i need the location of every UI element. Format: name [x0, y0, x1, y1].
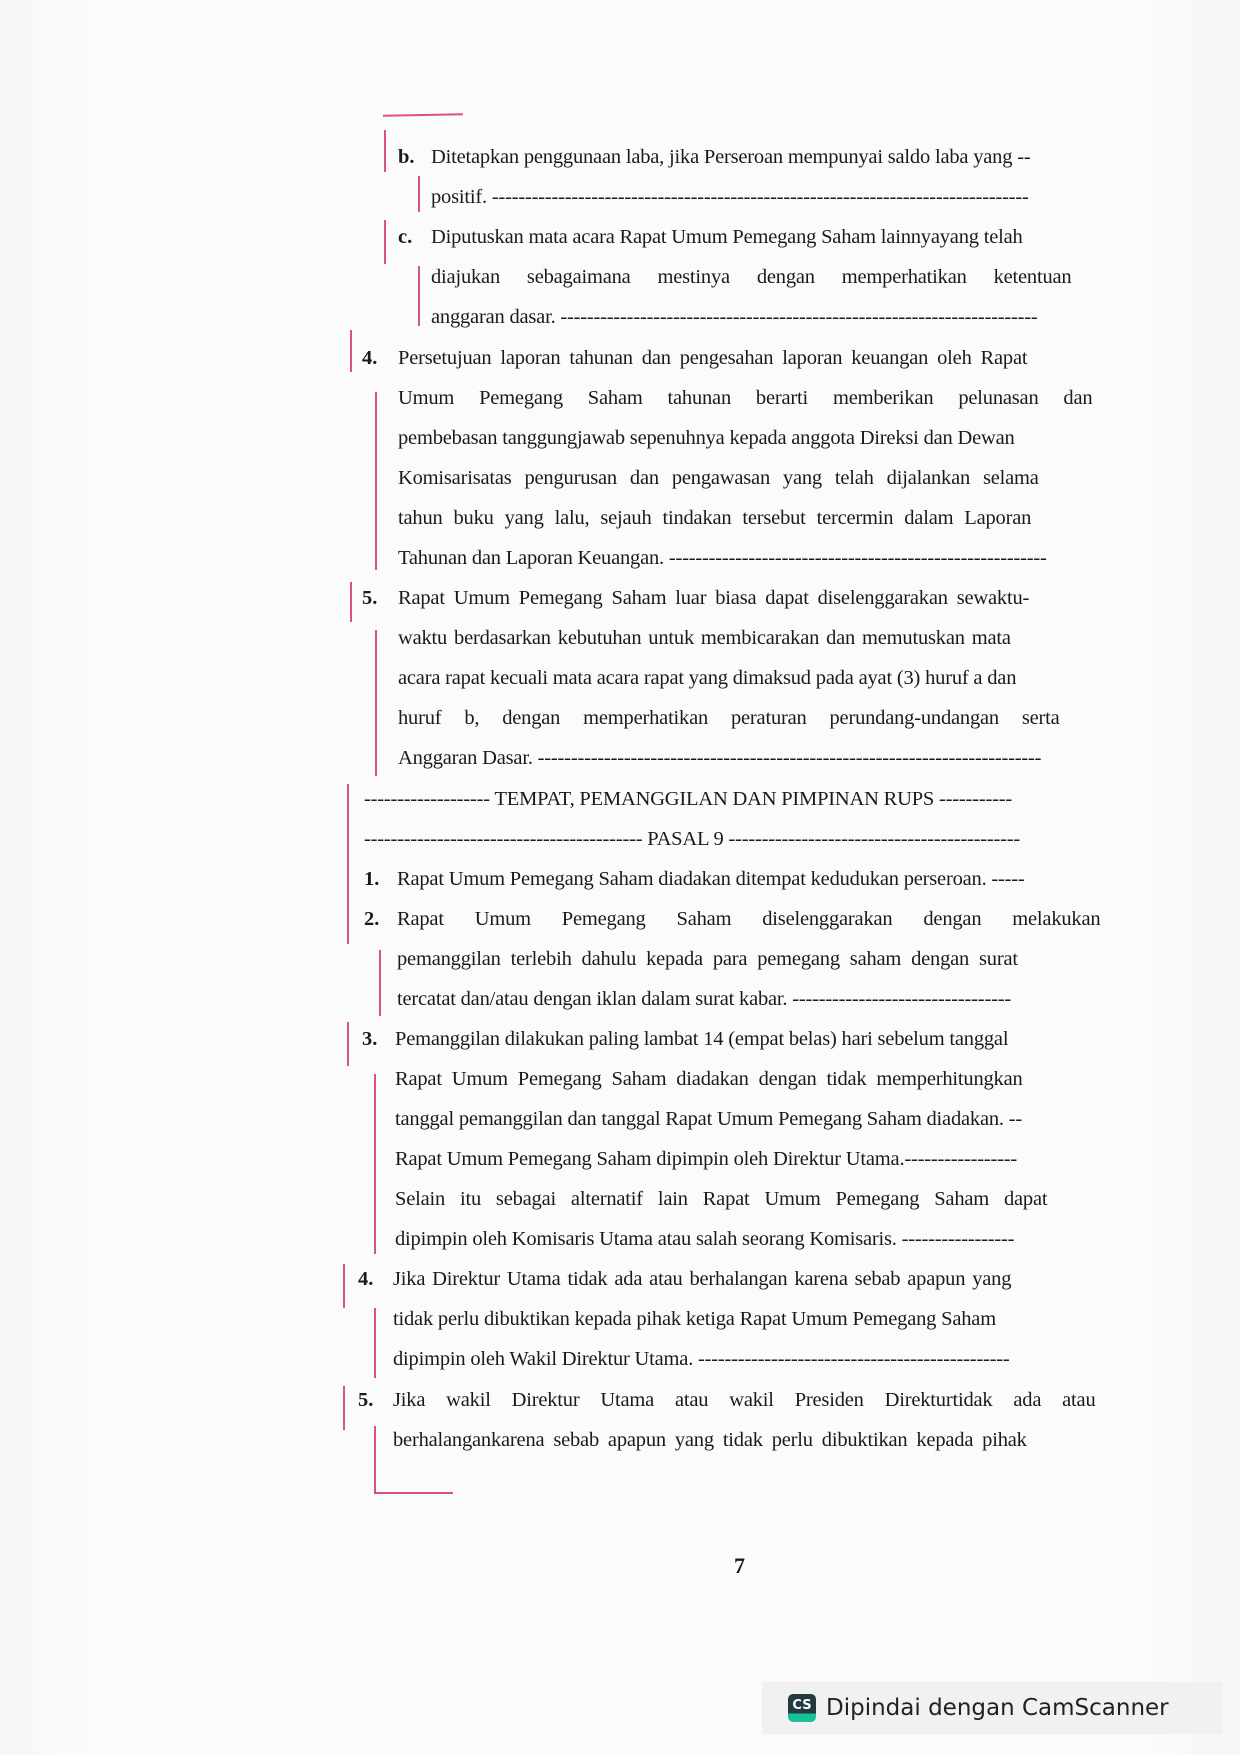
text-line: Selain itu sebagai alternatif lain Rapat Umum Pemegang Saham dapat [395, 1188, 1048, 1210]
margin-mark [374, 1426, 376, 1494]
item-marker: 4. [358, 1268, 374, 1290]
text-line: berhalangankarena sebab apapun yang tidak perlu dibuktikan kepada pihak [393, 1429, 1027, 1451]
page-number: 7 [734, 1553, 745, 1578]
text-line: Umum Pemegang Saham tahunan berarti memberikan pelunasan dan [398, 387, 1093, 409]
text-line: anggaran dasar. ------------------------------------------------------------------------ [431, 306, 1038, 328]
margin-mark [383, 113, 463, 116]
margin-mark [384, 220, 386, 264]
item-marker: 1. [364, 868, 380, 890]
margin-mark [375, 1492, 453, 1494]
text-line: pemanggilan terlebih dahulu kepada para pemegang saham dengan surat [397, 948, 1018, 970]
item-marker: 3. [362, 1028, 378, 1050]
camscanner-watermark [762, 1682, 1222, 1734]
text-line: pembebasan tanggungjawab sepenuhnya kepada anggota Direksi dan Dewan [398, 427, 1015, 449]
text-line: Rapat Umum Pemegang Saham diadakan ditempat kedudukan perseroan. ----- [397, 868, 1025, 890]
margin-mark [375, 392, 377, 570]
margin-mark [343, 1264, 345, 1308]
margin-mark [384, 130, 386, 172]
margin-mark [350, 330, 352, 372]
margin-mark [418, 266, 420, 326]
text-line: tanggal pemanggilan dan tanggal Rapat Umum Pemegang Saham diadakan. -- [395, 1108, 1023, 1130]
text-line: tidak perlu dibuktikan kepada pihak ketiga Rapat Umum Pemegang Saham [393, 1308, 996, 1330]
text-line: Komisarisatas pengurusan dan pengawasan yang telah dijalankan selama [398, 467, 1039, 489]
margin-mark [374, 1074, 376, 1254]
text-line: tercatat dan/atau dengan iklan dalam surat kabar. --------------------------------- [397, 988, 1011, 1010]
text-line: Jika Direktur Utama tidak ada atau berhalangan karena sebab apapun yang [393, 1268, 1012, 1290]
text-line: waktu berdasarkan kebutuhan untuk membicarakan dan memutuskan mata [398, 627, 1011, 649]
margin-mark [350, 582, 352, 622]
text-line: Pemanggilan dilakukan paling lambat 14 (empat belas) hari sebelum tanggal [395, 1028, 1009, 1050]
text-line: dipimpin oleh Wakil Direktur Utama. ----------------------------------------------- [393, 1348, 1010, 1370]
text-line: Rapat Umum Pemegang Saham luar biasa dapat diselenggarakan sewaktu- [398, 587, 1030, 609]
text-line: Rapat Umum Pemegang Saham dipimpin oleh Direktur Utama.----------------- [395, 1148, 1018, 1170]
item-marker: c. [398, 226, 413, 248]
text-line: dipimpin oleh Komisaris Utama atau salah seorang Komisaris. ----------------- [395, 1228, 1015, 1250]
margin-mark [347, 1022, 349, 1066]
margin-mark [347, 784, 349, 944]
text-line: positif. --------------------------------------------------------------------------------- [431, 186, 1029, 208]
section-heading: ------------------- TEMPAT, PEMANGGILAN DAN PIMPINAN RUPS ----------- [364, 788, 1012, 810]
text-line: Jika wakil Direktur Utama atau wakil Presiden Direkturtidak ada atau [393, 1389, 1096, 1411]
text-line: Rapat Umum Pemegang Saham diselenggarakan dengan melakukan [397, 908, 1101, 930]
item-marker: 5. [362, 587, 378, 609]
margin-mark [418, 176, 420, 212]
text-line: acara rapat kecuali mata acara rapat yang dimaksud pada ayat (3) huruf a dan [398, 667, 1017, 689]
margin-mark [343, 1386, 345, 1430]
text-line: Diputuskan mata acara Rapat Umum Pemegang Saham lainnyayang telah [431, 226, 1023, 248]
text-line: Persetujuan laporan tahunan dan pengesahan laporan keuangan oleh Rapat [398, 347, 1028, 369]
article-heading: ------------------------------------------ PASAL 9 -------------------------------------------- [364, 828, 1021, 850]
text-line: Anggaran Dasar. ---------------------------------------------------------------------------- [398, 747, 1042, 769]
item-marker: 4. [362, 347, 378, 369]
text-line: Tahunan dan Laporan Keuangan. --------------------------------------------------------- [398, 547, 1047, 569]
watermark-text: Dipindai dengan CamScanner [826, 1695, 1169, 1721]
text-line: diajukan sebagaimana mestinya dengan memperhatikan ketentuan [431, 266, 1072, 288]
text-line: Rapat Umum Pemegang Saham diadakan dengan tidak memperhitungkan [395, 1068, 1023, 1090]
item-marker: 2. [364, 908, 380, 930]
margin-mark [375, 630, 377, 776]
margin-mark [379, 950, 381, 1016]
text-line: tahun buku yang lalu, sejauh tindakan tersebut tercermin dalam Laporan [398, 507, 1032, 529]
camscanner-logo-icon: CS [788, 1694, 816, 1722]
text-line: Ditetapkan penggunaan laba, jika Perseroan mempunyai saldo laba yang -- [431, 146, 1031, 168]
margin-mark [374, 1308, 376, 1378]
item-marker: b. [398, 146, 415, 168]
item-marker: 5. [358, 1389, 374, 1411]
text-line: huruf b, dengan memperhatikan peraturan perundang-undangan serta [398, 707, 1060, 729]
